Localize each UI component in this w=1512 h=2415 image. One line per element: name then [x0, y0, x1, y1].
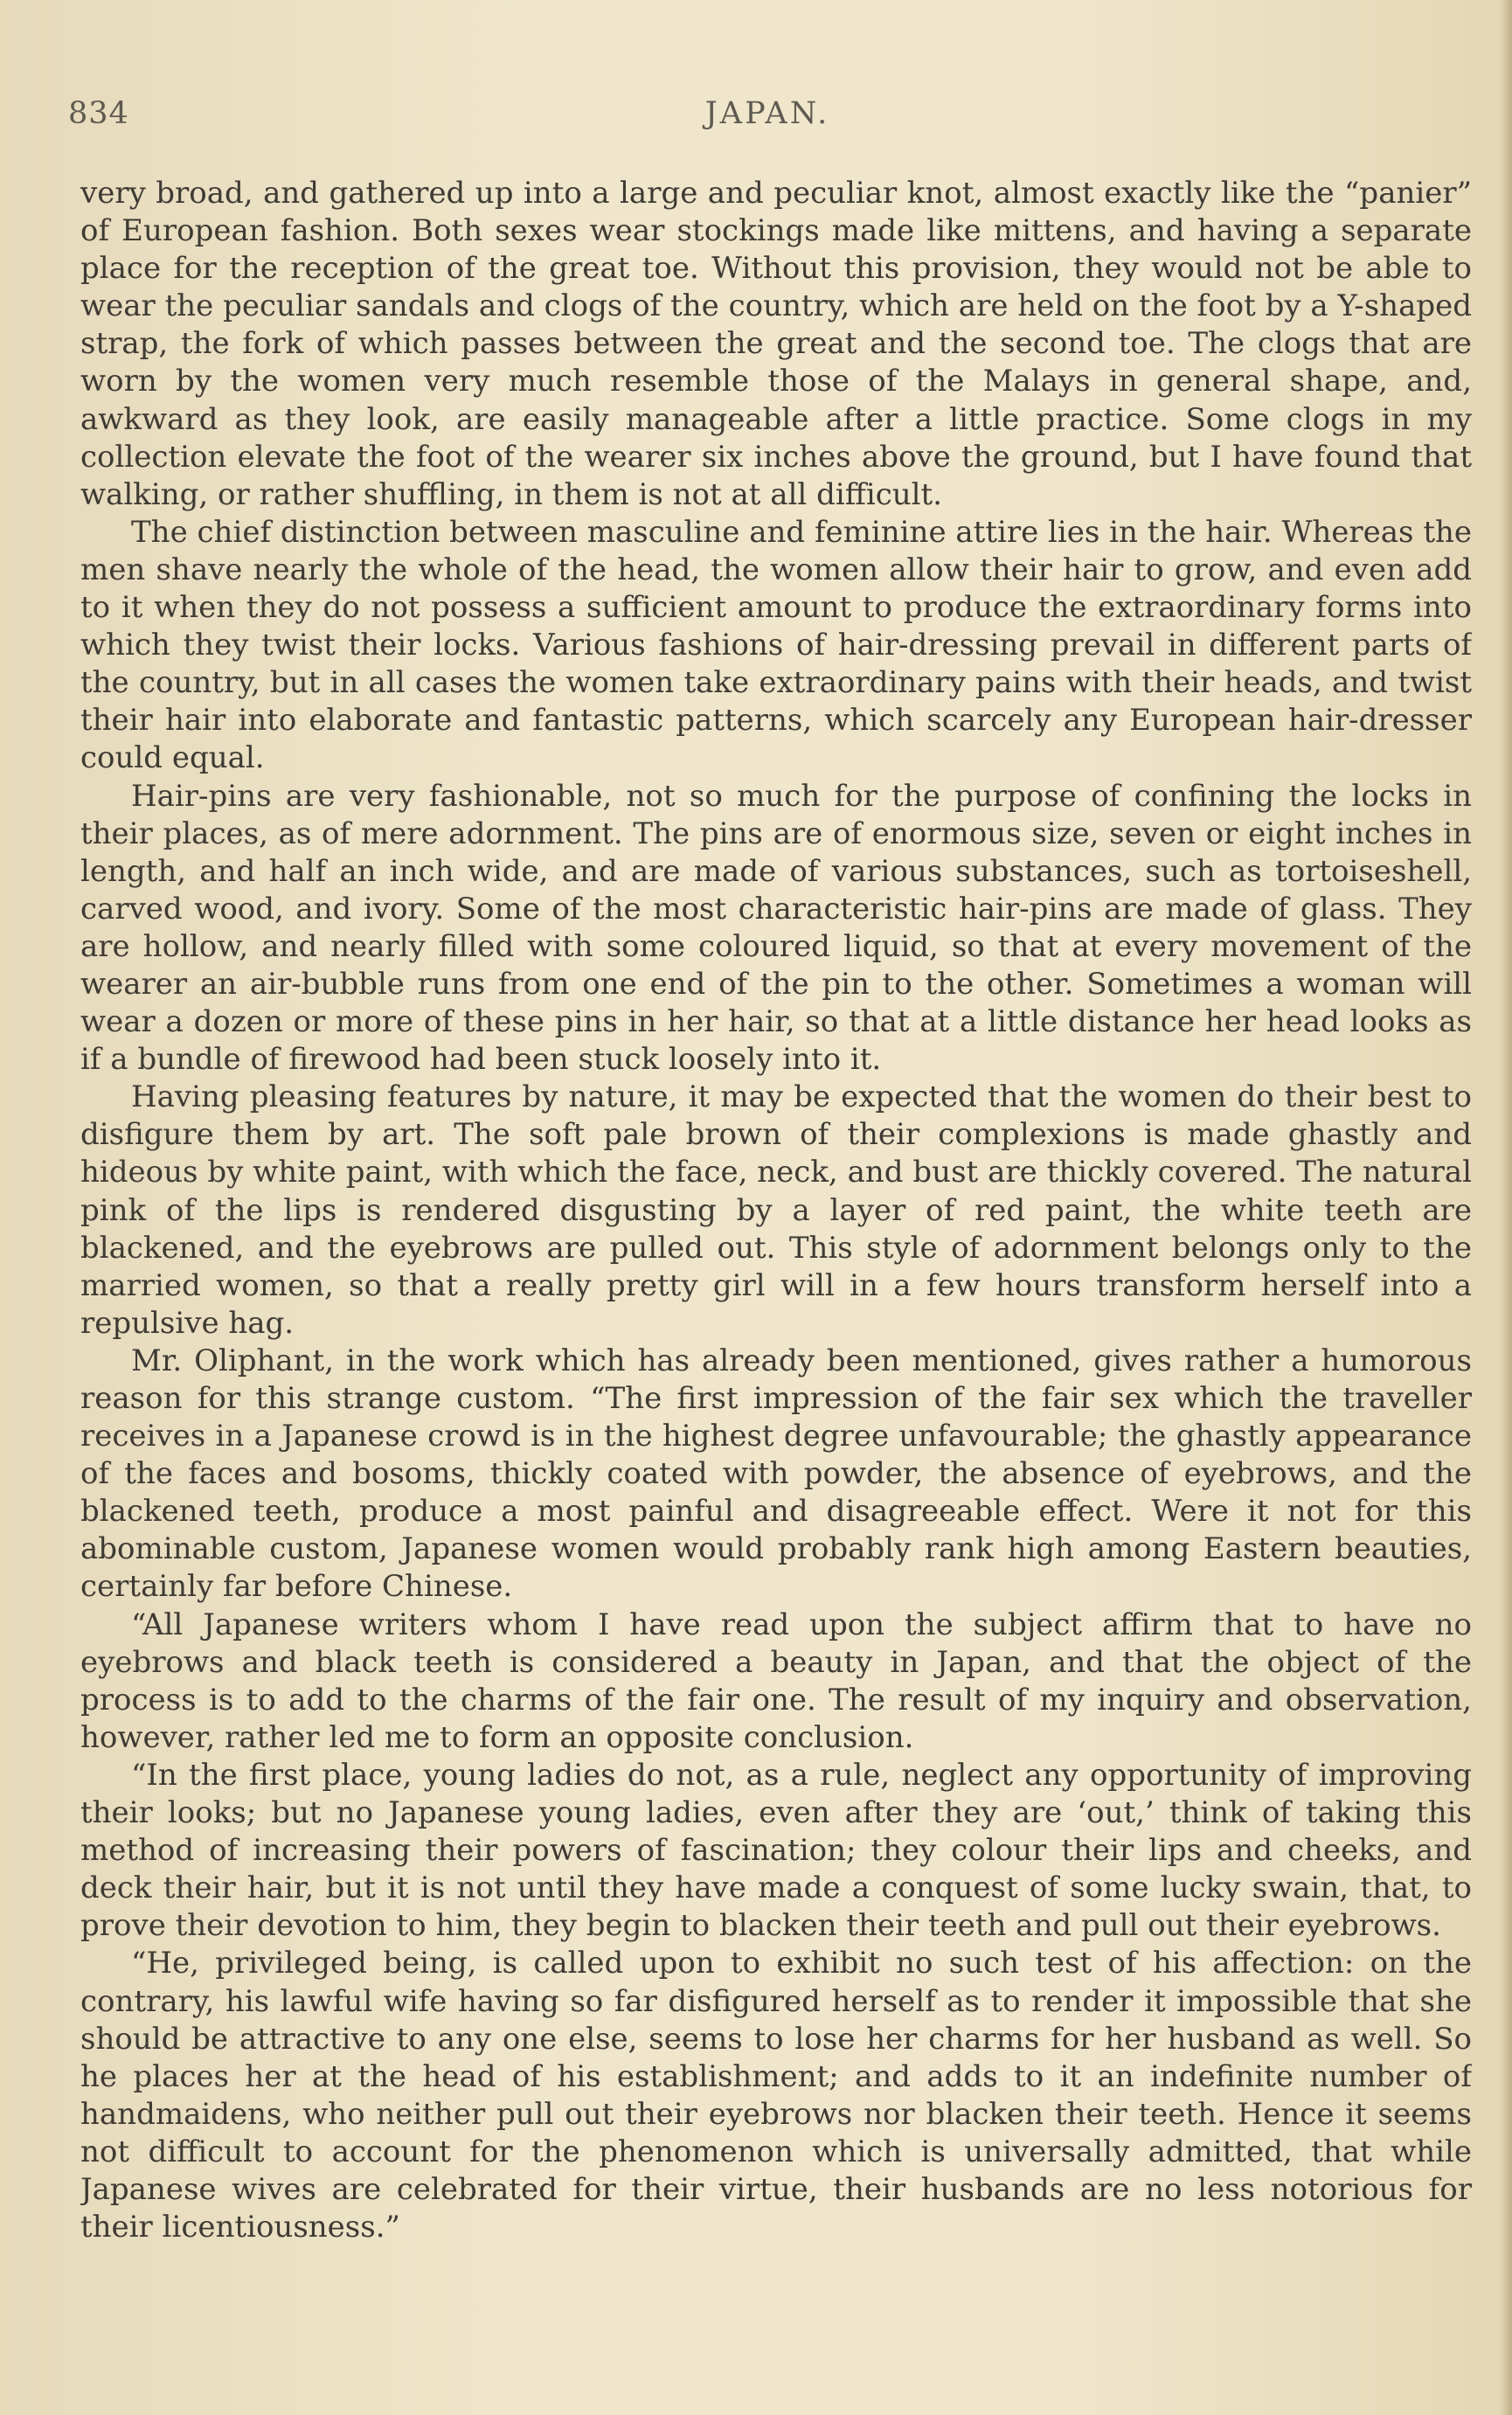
paragraph: “In the first place, young ladies do not, as a rule, neglect any opportunity of improving their looks; but no Japanese young ladies, even after they are ‘out,’ think of taking this method of increasing their powers of fascination; they colour their lips and cheeks, and deck their hair, but it is not until they have made a conquest of some lucky swain, that, to prove their devotion to him, they begin to blacken their teeth and pull out their eyebrows. — [80, 1757, 1472, 1944]
body-text — [80, 175, 1472, 2290]
page-header — [68, 96, 1467, 149]
paragraph: very broad, and gathered up into a large and peculiar knot, almost exactly like the “panier” of European fashion. Both sexes wear stockings made like mittens, and having a separate place for the reception of the great toe. Without this provision, they would not be able to wear the peculiar sandals and clogs of the country, which are held on the foot by a Y-shaped strap, the fork of which passes between the great and the second toe. The clogs that are worn by the women very much resemble those of the Malays in general shape, and, awkward as they look, are easily manageable after a little practice. Some clogs in my collection elevate the foot of the wearer six inches above the ground, but I have found that walking, or rather shuffling, in them is not at all difficult. — [80, 176, 1472, 512]
paragraph: The chief distinction between masculine and feminine attire lies in the hair. Whereas the men shave nearly the whole of the head, the women allow their hair to grow, and even add to it when they do not possess a sufficient amount to produce the extraordinary forms into which they twist their locks. Various fashions of hair-dressing prevail in different parts of the country, but in all cases the women take extraordinary pains with their heads, and twist their hair into elaborate and fantastic patterns, which scarcely any European hair-dresser could equal. — [80, 514, 1472, 776]
paragraph: Hair-pins are very fashionable, not so much for the purpose of confining the locks in their places, as of mere adornment. The pins are of enormous size, seven or eight inches in length, and half an inch wide, and are made of various substances, such as tortoiseshell, carved wood, and ivory. Some of the most characteristic hair-pins are made of glass. They are hollow, and nearly filled with some coloured liquid, so that at every movement of the wearer an air-bubble runs from one end of the pin to the other. Sometimes a woman will wear a dozen or more of these pins in her hair, so that at a little distance her head looks as if a bundle of firewood had been stuck loosely into it. — [80, 778, 1472, 1078]
page-number: 834 — [68, 96, 129, 131]
running-title: JAPAN. — [704, 96, 830, 131]
paragraph: “All Japanese writers whom I have read upon the subject affirm that to have no eyebrows and black teeth is considered a beauty in Japan, and that the object of the process is to add to the charms of the fair one. The result of my inquiry and observation, however, rather led me to form an opposite conclusion. — [80, 1607, 1472, 1755]
paragraph: Having pleasing features by nature, it may be expected that the women do their best to disfigure them by art. The soft pale brown of their complexions is made ghastly and hideous by white paint, with which the face, neck, and bust are thickly covered. The natural pink of the lips is rendered disgusting by a layer of red paint, the white teeth are blackened, and the eyebrows are pulled out. This style of adornment belongs only to the married women, so that a really pretty girl will in a few hours transform herself into a repulsive hag. — [80, 1079, 1472, 1341]
page-edge-shadow — [1500, 0, 1512, 2415]
paragraph: “He, privileged being, is called upon to exhibit no such test of his affection: on the contrary, his lawful wife having so far disfigured herself as to render it impossible that she should be attractive to any one else, seems to lose her charms for her husband as well. So he places her at the head of his establishment; and adds to it an indefinite number of handmaidens, who neither pull out their eyebrows nor blacken their teeth. Hence it seems not difficult to account for the phenomenon which is universally admitted, that while Japanese wives are celebrated for their virtue, their husbands are no less notorious for their licentiousness.” — [80, 1946, 1472, 2245]
paragraph: Mr. Oliphant, in the work which has already been mentioned, gives rather a humorous reason for this strange custom. “The first impression of the fair sex which the traveller receives in a Japanese crowd is in the highest degree unfavourable; the ghastly appearance of the faces and bosoms, thickly coated with powder, the absence of eyebrows, and the blackened teeth, produce a most painful and disagreeable effect. Were it not for this abominable custom, Japanese women would probably rank high among Eastern beauties, certainly far before Chinese. — [80, 1343, 1472, 1605]
